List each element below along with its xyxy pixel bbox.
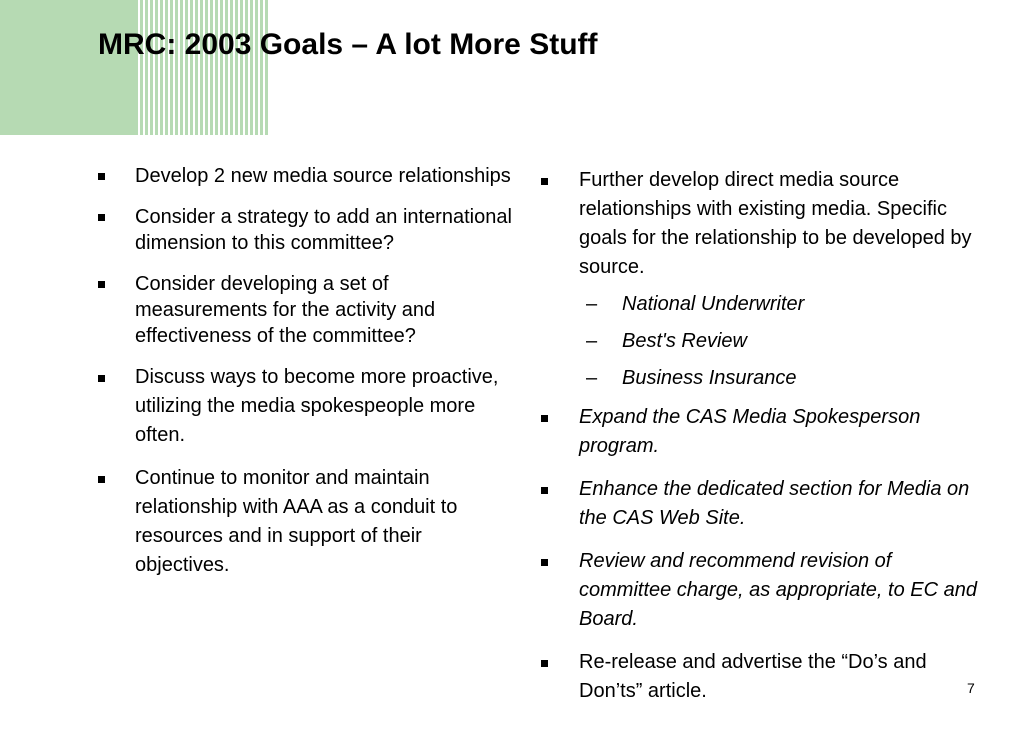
slide-title: MRC: 2003 Goals – A lot More Stuff: [98, 28, 598, 61]
header-decoration-solid: [0, 0, 135, 135]
sub-bullet-text: National Underwriter: [622, 293, 805, 315]
square-bullet-icon: [98, 281, 105, 288]
sub-bullet-item: [541, 290, 981, 319]
dash-bullet-icon: –: [586, 293, 598, 315]
right-bullet-text: Expand the CAS Media Spokesperson program.: [579, 406, 921, 457]
right-sub-list-wrapper: [541, 290, 981, 393]
right-bullet-item: [541, 166, 981, 282]
header-decoration-stripes: [135, 0, 270, 135]
right-bullet-item: [541, 648, 981, 706]
right-bullet-text: Further develop direct media source relationships with existing media. Specific goals for the relationship to be developed by source.: [579, 169, 972, 278]
dash-bullet-icon: –: [586, 367, 598, 389]
right-sub-list: [541, 290, 981, 393]
square-bullet-icon: [98, 173, 105, 180]
square-bullet-icon: [541, 415, 548, 422]
square-bullet-icon: [541, 178, 548, 185]
square-bullet-icon: [98, 476, 105, 483]
left-bullet-list: [98, 163, 518, 580]
left-bullet-text: Continue to monitor and maintain relationship with AAA as a conduit to resources and in support of their objectives.: [135, 467, 458, 576]
sub-bullet-text: Best's Review: [622, 330, 747, 352]
left-bullet-item: [98, 271, 518, 349]
sub-bullet-text: Business Insurance: [622, 367, 797, 389]
left-bullet-item: [98, 163, 518, 189]
right-bullet-item: [541, 475, 981, 533]
right-bullet-item: [541, 547, 981, 634]
square-bullet-icon: [98, 214, 105, 221]
square-bullet-icon: [98, 375, 105, 382]
right-bullet-item: [541, 403, 981, 461]
left-bullet-text: Consider a strategy to add an international dimension to this committee?: [135, 206, 512, 254]
dash-bullet-icon: –: [586, 330, 598, 352]
sub-bullet-item: [541, 327, 981, 356]
left-bullet-item: [98, 464, 518, 580]
sub-bullet-item: [541, 364, 981, 393]
right-bullet-text: Re-release and advertise the “Do’s and Don’ts” article.: [579, 651, 927, 702]
left-bullet-text: Discuss ways to become more proactive, utilizing the media spokespeople more often.: [135, 366, 499, 446]
right-bullet-list: [541, 166, 981, 706]
right-bullet-text: Enhance the dedicated section for Media on the CAS Web Site.: [579, 478, 970, 529]
left-bullet-item: [98, 363, 518, 450]
left-bullet-item: [98, 204, 518, 256]
square-bullet-icon: [541, 559, 548, 566]
left-bullet-text: Consider developing a set of measurements for the activity and effectiveness of the committee?: [135, 273, 436, 347]
right-bullet-text: Review and recommend revision of committee charge, as appropriate, to EC and Board.: [579, 550, 977, 630]
square-bullet-icon: [541, 660, 548, 667]
square-bullet-icon: [541, 487, 548, 494]
page-number: 7: [967, 680, 975, 696]
left-bullet-text: Develop 2 new media source relationships: [135, 165, 511, 187]
